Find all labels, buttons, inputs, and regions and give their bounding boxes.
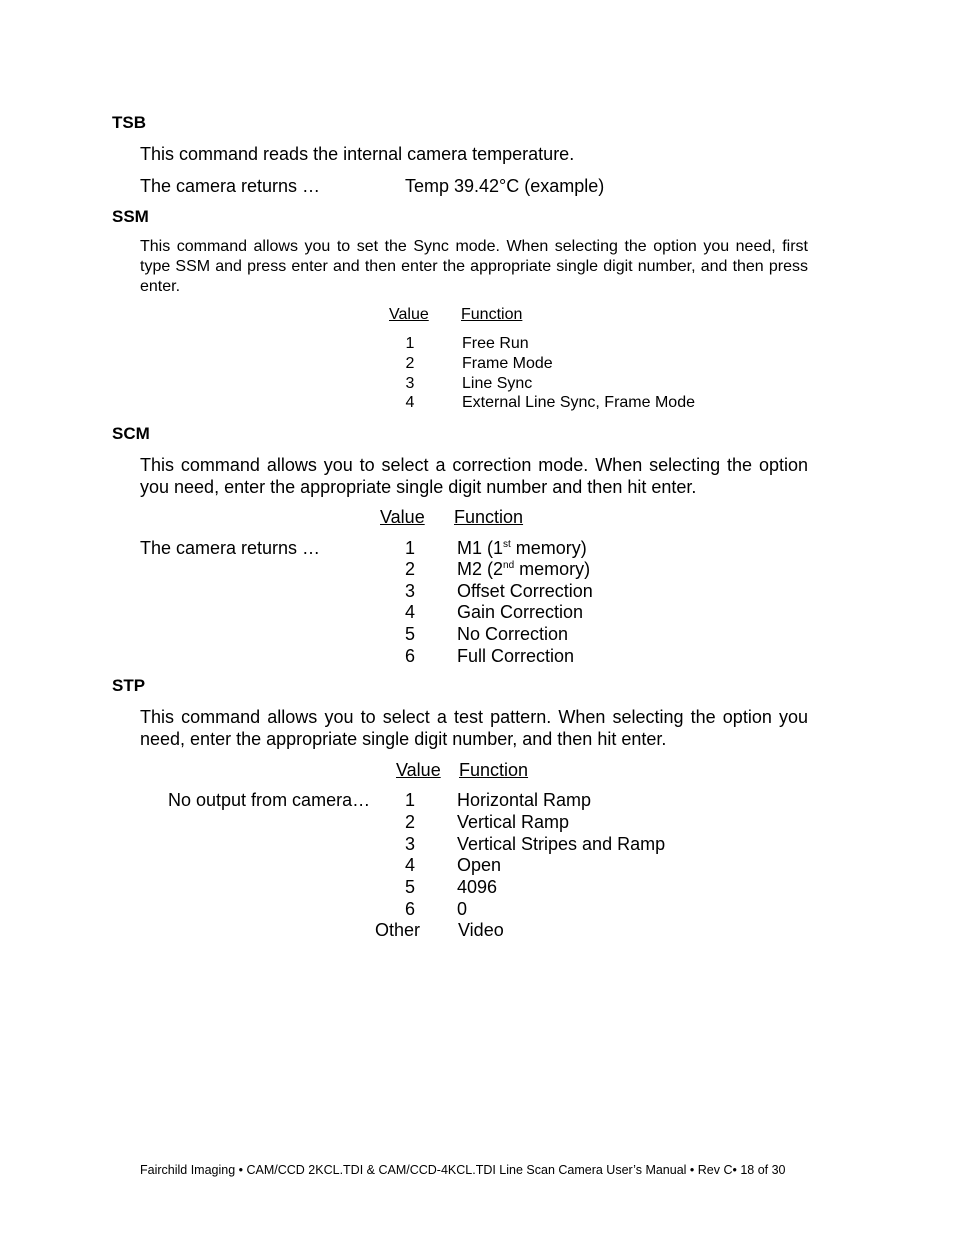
scm-row-value: 4 bbox=[404, 602, 415, 622]
tsb-returns-value: Temp 39.42°C (example) bbox=[405, 176, 605, 196]
stp-row-value: Other bbox=[375, 920, 421, 940]
ssm-col-value: Value bbox=[389, 306, 429, 323]
scm-row-function: Offset Correction bbox=[457, 581, 593, 601]
stp-col-value: Value bbox=[396, 760, 441, 780]
ssm-row-function: Line Sync bbox=[462, 375, 533, 392]
stp-row-value: 3 bbox=[404, 834, 415, 854]
ssm-col-function: Function bbox=[461, 306, 523, 323]
ssm-row-value: 2 bbox=[405, 355, 415, 372]
scm-row-function: Full Correction bbox=[457, 646, 575, 666]
ssm-row-function: Frame Mode bbox=[462, 355, 553, 372]
scm-row-function: No Correction bbox=[457, 624, 569, 644]
stp-row-value: 4 bbox=[404, 855, 415, 875]
tsb-returns-label: The camera returns … bbox=[140, 176, 321, 196]
scm-row-value: 5 bbox=[404, 624, 415, 644]
scm-row-value: 2 bbox=[404, 559, 415, 579]
ssm-row-value: 1 bbox=[405, 335, 415, 352]
stp-row-function: 0 bbox=[457, 899, 468, 919]
page-footer: Fairchild Imaging • CAM/CCD 2KCL.TDI & CAM/CCD-4KCL.TDI Line Scan Camera User’s Manual • Rev C• 18 of 30 bbox=[140, 1163, 786, 1177]
scm-col-value: Value bbox=[380, 507, 425, 527]
stp-heading: STP bbox=[112, 676, 146, 695]
tsb-description: This command reads the internal camera temperature. bbox=[140, 144, 575, 164]
stp-row-value: 5 bbox=[404, 877, 415, 897]
ssm-heading: SSM bbox=[112, 207, 149, 226]
stp-col-function: Function bbox=[459, 760, 529, 780]
scm-row-function: Gain Correction bbox=[457, 602, 584, 622]
scm-returns-label: The camera returns … bbox=[140, 538, 321, 558]
ssm-row-value: 3 bbox=[405, 375, 415, 392]
scm-row-function: M2 (2nd memory) bbox=[457, 559, 591, 579]
stp-row-value: 6 bbox=[404, 899, 415, 919]
stp-row-value: 1 bbox=[404, 790, 415, 810]
stp-row-function: Open bbox=[457, 855, 502, 875]
ssm-row-function: Free Run bbox=[462, 335, 529, 352]
stp-returns-label: No output from camera… bbox=[168, 790, 371, 810]
ssm-row-value: 4 bbox=[405, 394, 415, 411]
stp-description: This command allows you to select a test pattern. When selecting the option you need, enter the appropriate single digit number, and then hit enter. bbox=[140, 707, 808, 749]
scm-row-value: 3 bbox=[404, 581, 415, 601]
ssm-description: This command allows you to set the Sync mode. When selecting the option you need, first type SSM and press enter and then enter the appropriate single digit number, and then press enter. bbox=[140, 238, 808, 295]
scm-row-function: M1 (1st memory) bbox=[457, 538, 587, 558]
stp-row-value: 2 bbox=[404, 812, 415, 832]
stp-row-function: 4096 bbox=[457, 877, 498, 897]
tsb-heading: TSB bbox=[112, 113, 146, 132]
stp-row-function: Horizontal Ramp bbox=[457, 790, 592, 810]
ssm-row-function: External Line Sync, Frame Mode bbox=[462, 394, 695, 411]
scm-description: This command allows you to select a correction mode. When selecting the option you need, enter the appropriate single digit number and then hit enter. bbox=[140, 455, 808, 497]
stp-row-function: Vertical Ramp bbox=[457, 812, 570, 832]
scm-row-value: 1 bbox=[404, 538, 415, 558]
scm-col-function: Function bbox=[454, 507, 524, 527]
stp-row-function: Video bbox=[458, 920, 504, 940]
scm-row-value: 6 bbox=[404, 646, 415, 666]
stp-row-function: Vertical Stripes and Ramp bbox=[457, 834, 666, 854]
scm-heading: SCM bbox=[112, 424, 150, 443]
